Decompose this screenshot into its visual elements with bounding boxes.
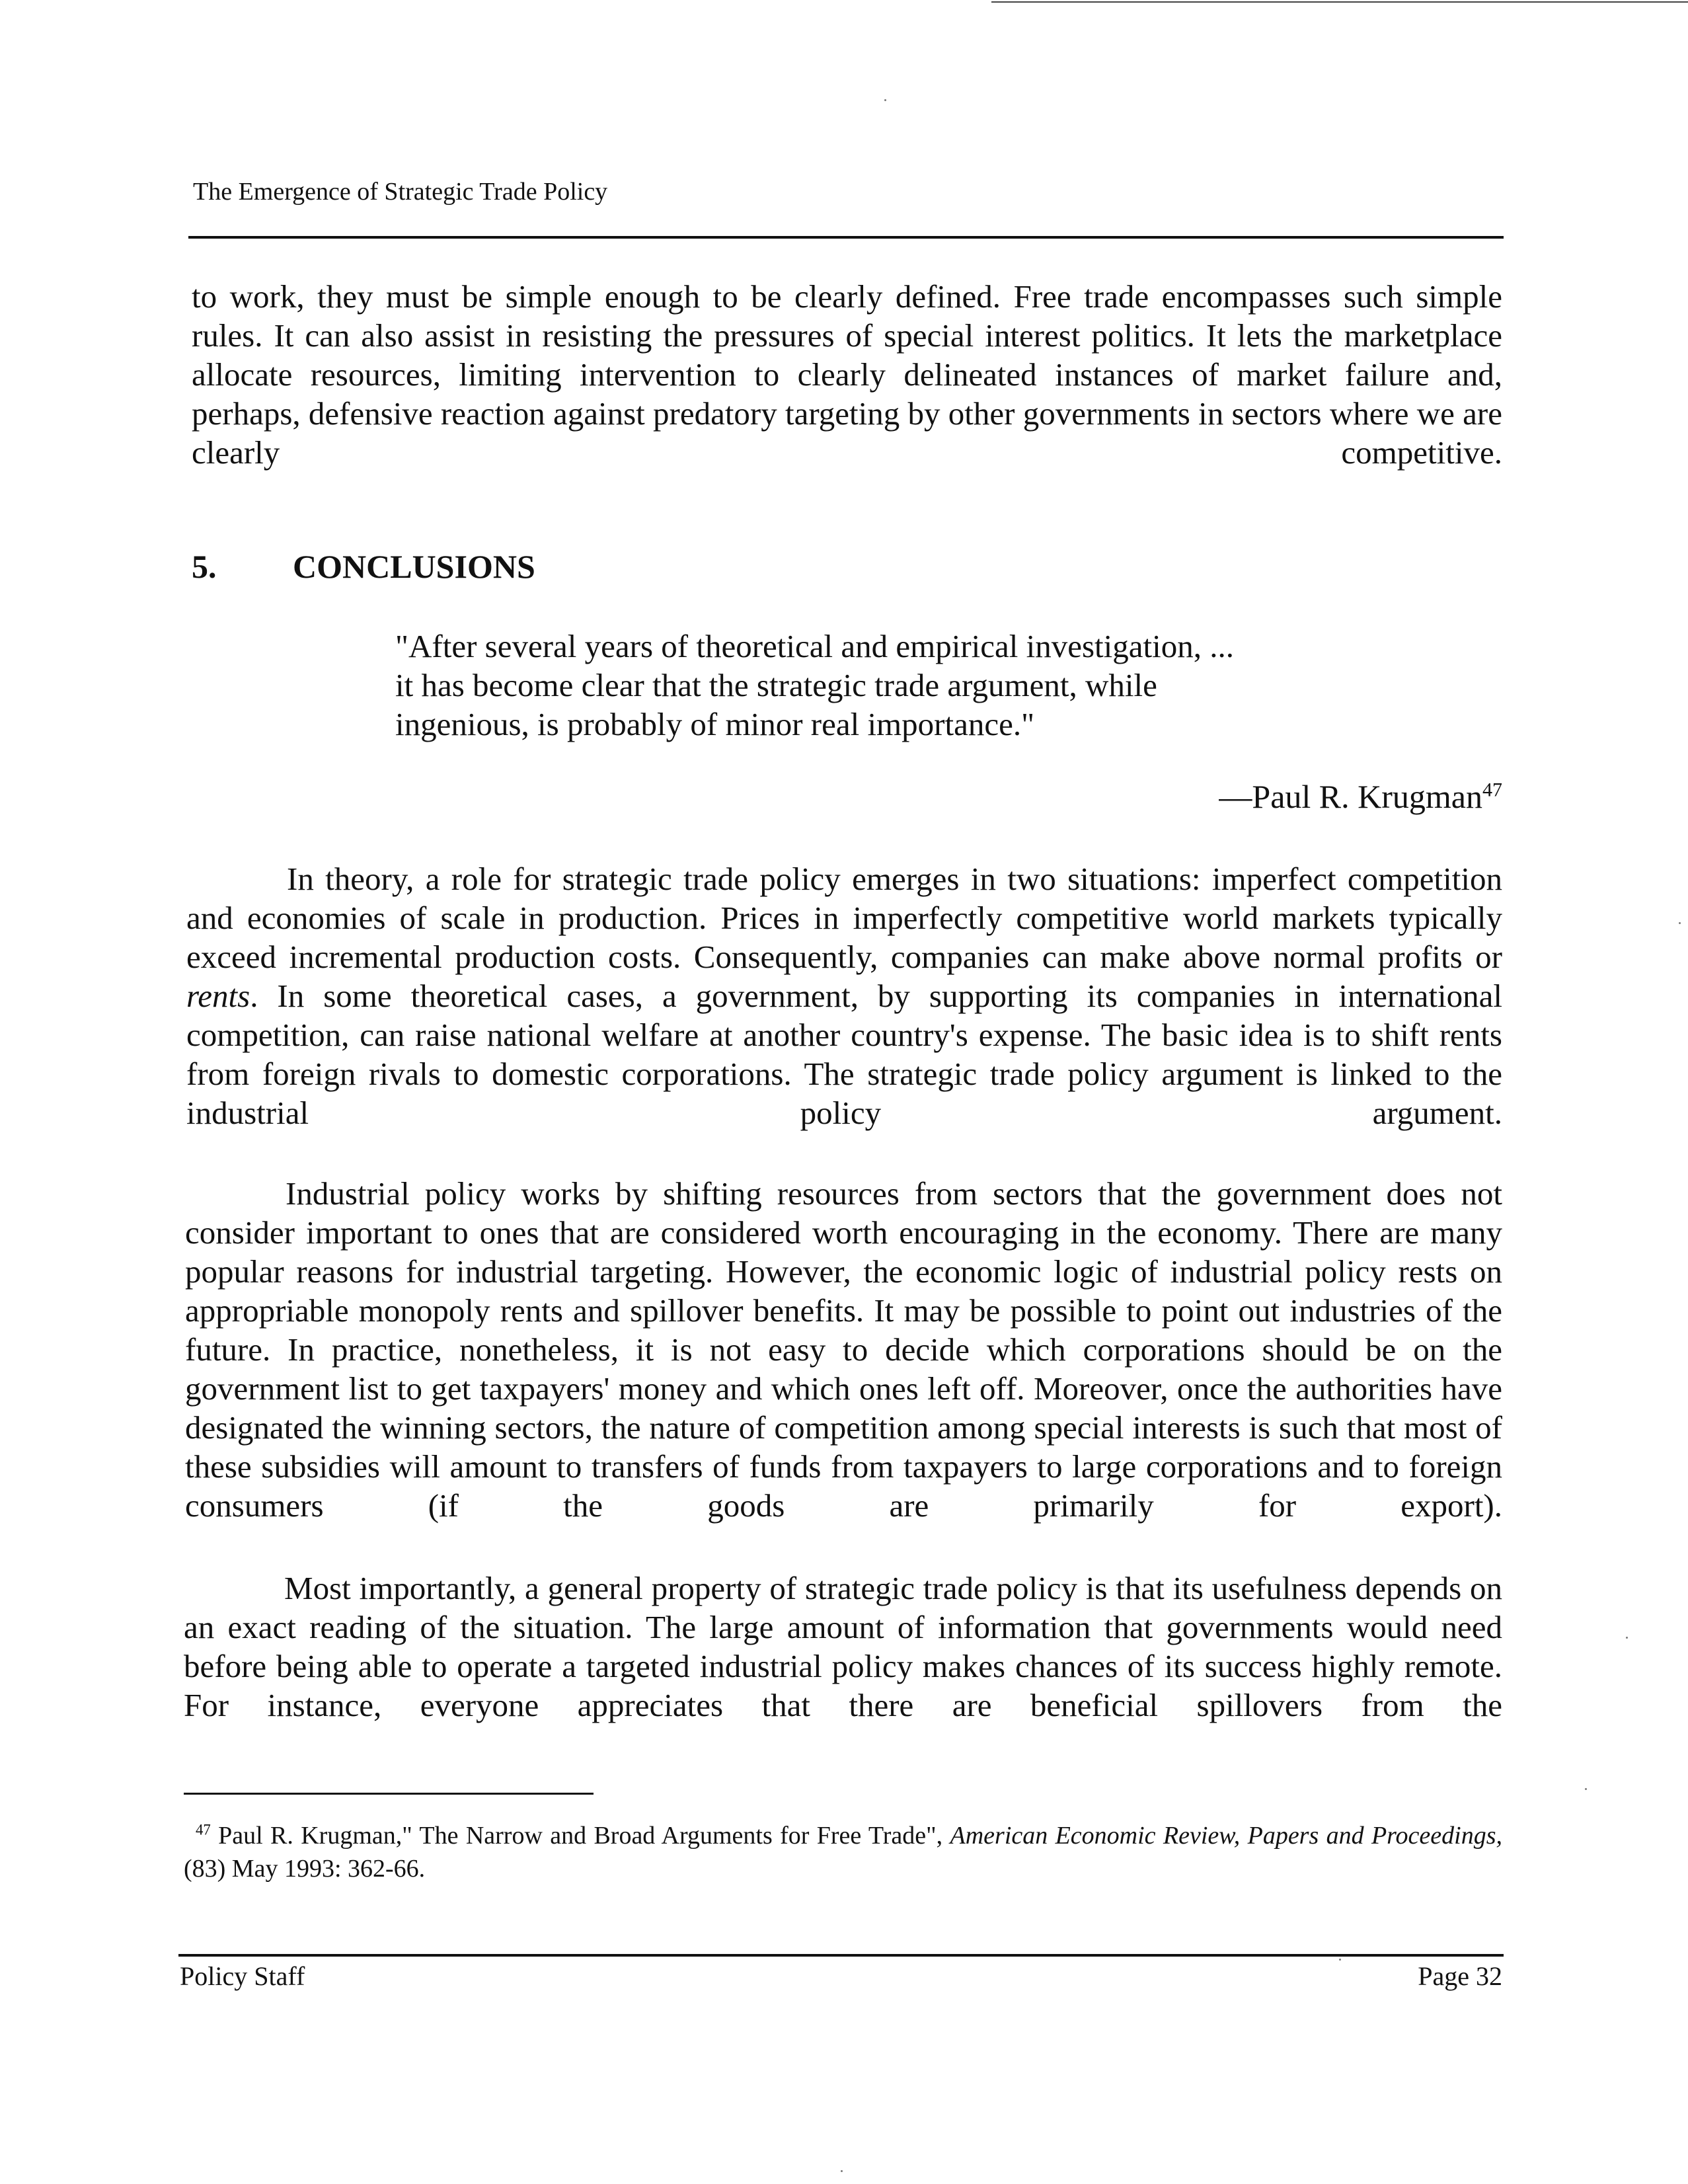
quote-line: it has become clear that the strategic trade argument, while [395, 667, 1157, 703]
scan-top-edge-line [991, 1, 1688, 3]
header-rule [188, 236, 1504, 239]
section-heading [192, 547, 535, 586]
footnote-details: (83) May 1993: 362-66. [184, 1855, 426, 1883]
running-header-title: The Emergence of Strategic Trade Policy [193, 178, 608, 206]
text-line: interests is such that most of these subsidies will amount to transfers of funds from taxpayers [185, 1409, 1503, 1485]
text-line: consider important to ones that are considered worth encouraging in the economy. There are [185, 1214, 1420, 1251]
section-title: CONCLUSIONS [293, 548, 535, 585]
text-line: would need before being able to operate a targeted industrial policy makes chances of its success [184, 1609, 1502, 1684]
text-line: above normal profits or [1182, 939, 1502, 975]
quote-line: ingenious, is probably of minor real importance." [395, 706, 1035, 742]
body-paragraph-1 [186, 859, 1502, 1171]
text-line: depends on an exact reading of the situation. The large amount of information that governments [184, 1570, 1502, 1645]
body-paragraph-3 [184, 1569, 1502, 1764]
text-line: rules. It can also assist in resisting the pressures of special interest politics. It lets the [192, 317, 1333, 354]
text-line: to work, they must be simple enough to be clearly defined. Free trade encompasses such simple [192, 278, 1502, 315]
footer-left: Policy Staff [180, 1961, 305, 1991]
scan-speck [841, 2170, 843, 2172]
quote-line: "After several years of theoretical and empirical investigation, ... [395, 628, 1234, 664]
italic-term-rents: rents [186, 978, 250, 1014]
text-line: companies in international competition, can raise national welfare at another country's expense. [186, 978, 1502, 1053]
text-line: markets typically exceed incremental production costs. Consequently, companies can make [186, 900, 1502, 975]
footnote-47 [184, 1819, 1502, 1885]
scan-speck [884, 99, 886, 101]
text-line: to large corporations and to foreign consumers (if the goods are primarily for export). [185, 1448, 1503, 1524]
text-line: many popular reasons for industrial targeting. However, the economic logic of industrial policy [185, 1214, 1503, 1290]
footnote-separator [184, 1793, 594, 1795]
text-line: highly remote. For instance, everyone appreciates that there are beneficial spillovers from the [184, 1648, 1502, 1723]
scan-speck [1626, 1637, 1628, 1639]
text-line: industries of the future. In practice, nonetheless, it is not easy to decide which corporations [185, 1292, 1502, 1368]
section-number: 5. [192, 548, 217, 585]
footnote-journal: American Economic Review, Papers [950, 1822, 1319, 1850]
footnote-reference: 47 [1482, 779, 1502, 801]
text-line: In theory, a role for strategic trade policy emerges in two situations: imperfect [287, 861, 1336, 897]
text-line: The basic idea is to shift rents from foreign rivals to domestic corporations. The strategic trade [186, 1017, 1502, 1092]
text-line: Most importantly, a general property of strategic trade policy is that its usefulness [284, 1570, 1347, 1606]
footnote-author-title: Paul R. Krugman," The Narrow and Broad Arguments for Free Trade", [218, 1822, 950, 1850]
epigraph-attribution [1219, 777, 1502, 816]
body-paragraph-2 [185, 1174, 1502, 1564]
footnote-number: 47 [196, 1821, 211, 1838]
text-line: sectors where we are clearly competitive. [192, 395, 1502, 471]
text-line: should be on the government list to get taxpayers' money and which ones left off. Moreover, [185, 1331, 1502, 1407]
scan-speck [1585, 1788, 1587, 1790]
footer-rule [178, 1954, 1504, 1957]
text-line: rests on appropriable monopoly rents and spillover benefits. It may be possible to point out [185, 1253, 1502, 1329]
epigraph-quote [395, 627, 1334, 744]
text-line: . In some theoretical cases, a government, by supporting its [250, 978, 1118, 1014]
attribution-author: —Paul R. Krugman [1219, 778, 1482, 815]
continuation-paragraph [192, 277, 1502, 511]
text-line: Industrial policy works by shifting resources from sectors that the government does not [286, 1175, 1502, 1212]
footnote-journal-cont: and Proceedings, [1326, 1822, 1502, 1850]
scan-speck [1679, 922, 1681, 924]
text-line: once the authorities have designated the winning sectors, the nature of competition among special [185, 1370, 1502, 1446]
text-line: policy argument is linked to the industrial policy argument. [186, 1056, 1502, 1131]
text-line: failure and, perhaps, defensive reaction against predatory targeting by other governments in [192, 356, 1503, 432]
text-line: competition and economies of scale in production. Prices in imperfectly competitive world [186, 861, 1502, 936]
scan-speck [1339, 1959, 1341, 1961]
text-line: marketplace allocate resources, limiting intervention to clearly delineated instances of market [192, 317, 1502, 393]
page-number: Page 32 [1418, 1961, 1502, 1991]
